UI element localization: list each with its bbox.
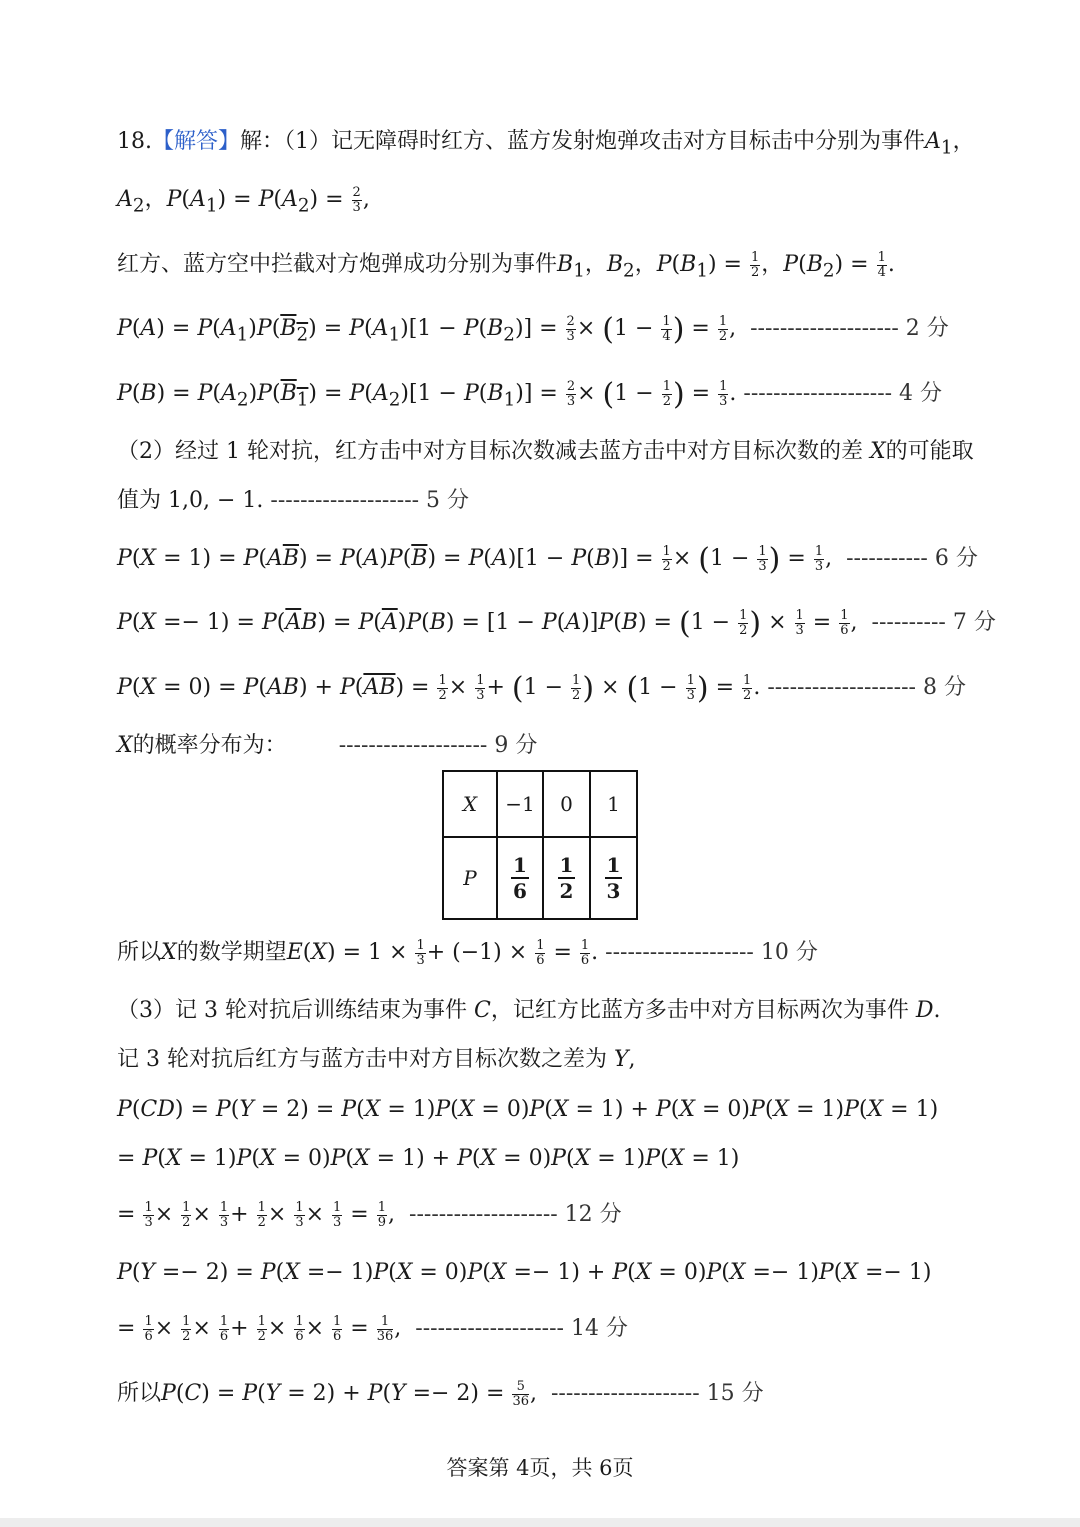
- line-5: $P(B) = P(A_2)P(B_1) = P(A_2)[1 - P(B_1)]$ = $\frac{2}{3}$ × (1 − $\frac{1}{2}$ ) = $\frac{1}{3}$ . -------------------- 4 分: [117, 377, 943, 412]
- line-17: = $\frac{1}{3}$ × $\frac{1}{2}$ × $\frac{1}{3}$ + $\frac{1}{2}$ × $\frac{1}{3}$ × $\frac{1}{3}$ = $\frac{1}{9}$ , -------------------- 12 分: [117, 1199, 622, 1230]
- score-14: -------------------- 14 分: [415, 1316, 628, 1341]
- distribution-table: [442, 770, 638, 920]
- table-header-p: P: [443, 837, 497, 919]
- table-cell: 0: [543, 771, 590, 837]
- score-12: -------------------- 12 分: [409, 1202, 622, 1227]
- line-11: X的概率分布为： -------------------- 9 分: [117, 733, 538, 758]
- line-13: （3）记 3 轮对抗后训练结束为事件 C，记红方比蓝方多击中对方目标两次为事件 D.: [117, 998, 941, 1023]
- line-16: = P(X = 1)P(X = 0)P(X = 1) + P(X = 0)P(X = 1)P(X = 1): [117, 1146, 740, 1171]
- line-15: P(CD) = P(Y = 2) = P(X = 1)P(X = 0)P(X = 1) + P(X = 0)P(X = 1)P(X = 1): [117, 1097, 939, 1122]
- line-20: 所以P(C) = P(Y = 2) + P(Y =− 2) = $\frac{5}{36}$ , -------------------- 15 分: [117, 1378, 764, 1409]
- score-6: ----------- 6 分: [846, 546, 978, 571]
- table-cell: 1: [590, 771, 637, 837]
- bottom-bar: [0, 1518, 1080, 1527]
- line-4: $P(A) = P(A_1)P(B_2) = P(A_1)[1 - P(B_2)]$ = $\frac{2}{3}$ × (1 − $\frac{1}{4}$ ) = $\frac{1}{2}$ , -------------------- 2 分: [117, 312, 949, 347]
- line-10: $P(X = 0) = P(AB) + P(\overline{AB})$ = $\frac{1}{2}$ × $\frac{1}{3}$ + (1 − $\frac{1}{2}$ ) × (1 − $\frac{1}{3}$ ) = $\frac{1}{2}$ . -------------------- 8 分: [117, 671, 966, 706]
- line-12: 所以X的数学期望E(X) = 1 × $\frac{1}{3}$ + (−1) × $\frac{1}{6}$ = $\frac{1}{6}$ . -------------------- 10 分: [117, 937, 818, 968]
- table-cell: $\frac{1}{3}$: [590, 837, 637, 919]
- table-header-x: X: [443, 771, 497, 837]
- line-2: $A_2$，$P(A_1) = P(A_2)$ = $\frac{2}{3}$ ,: [117, 184, 370, 217]
- score-7: ---------- 7 分: [871, 610, 996, 635]
- score-4: -------------------- 4 分: [743, 381, 943, 406]
- line-7: 值为 1,0, − 1. -------------------- 5 分: [117, 488, 470, 513]
- score-9: -------------------- 9 分: [338, 733, 538, 758]
- line-19: = $\frac{1}{6}$ × $\frac{1}{2}$ × $\frac{1}{6}$ + $\frac{1}{2}$ × $\frac{1}{6}$ × $\frac{1}{6}$ = $\frac{1}{36}$ , -------------------- 14 分: [117, 1313, 628, 1344]
- line-9: $P(X =- 1) = P(\overline{A}B) = P(\overline{A})P(B) = [1 - P(A)]P(B) = (1$ − $\frac{1}{2}$ ) × $\frac{1}{3}$ = $\frac{1}{6}$ , ---------- 7 分: [117, 606, 996, 641]
- answer-tag: 【解答】: [152, 129, 241, 154]
- table-cell: −1: [497, 771, 543, 837]
- line-1: 18.【解答】解：（1）记无障碍时红方、蓝方发射炮弹攻击对方目标击中分别为事件$A_1$，: [117, 129, 975, 159]
- table-cell: $\frac{1}{2}$: [543, 837, 590, 919]
- line-6: （2）经过 1 轮对抗，红方击中对方目标次数减去蓝方击中对方目标次数的差 X的可能取: [117, 439, 974, 464]
- score-8: -------------------- 8 分: [767, 675, 966, 700]
- page-footer: 答案第 4页，共 6页: [446, 1456, 634, 1480]
- line-3: 红方、蓝方空中拦截对方炮弹成功分别为事件$B_1$，$B_2$，$P(B_1)$ = $\frac{1}{2}$ ，$P(B_2)$ = $\frac{1}{4}$ .: [117, 249, 895, 282]
- score-2: -------------------- 2 分: [750, 316, 949, 341]
- line-18: P(Y =− 2) = P(X =− 1)P(X = 0)P(X =− 1) + P(X = 0)P(X =− 1)P(X =− 1): [117, 1260, 932, 1285]
- question-number: 18.: [117, 129, 152, 154]
- line-14: 记 3 轮对抗后红方与蓝方击中对方目标次数之差为 Y,: [117, 1047, 636, 1072]
- line-8: $P(X = 1) = P(A\overline{B}) = P(A)P(\overline{B}) = P(A)[1 - P(B)]$ = $\frac{1}{2}$ × (1 − $\frac{1}{3}$ ) = $\frac{1}{3}$ , ----------- 6 分: [117, 542, 978, 577]
- table-cell: $\frac{1}{6}$: [497, 837, 543, 919]
- score-10: -------------------- 10 分: [605, 940, 818, 965]
- score-5: -------------------- 5 分: [270, 488, 470, 513]
- score-15: -------------------- 15 分: [550, 1381, 764, 1406]
